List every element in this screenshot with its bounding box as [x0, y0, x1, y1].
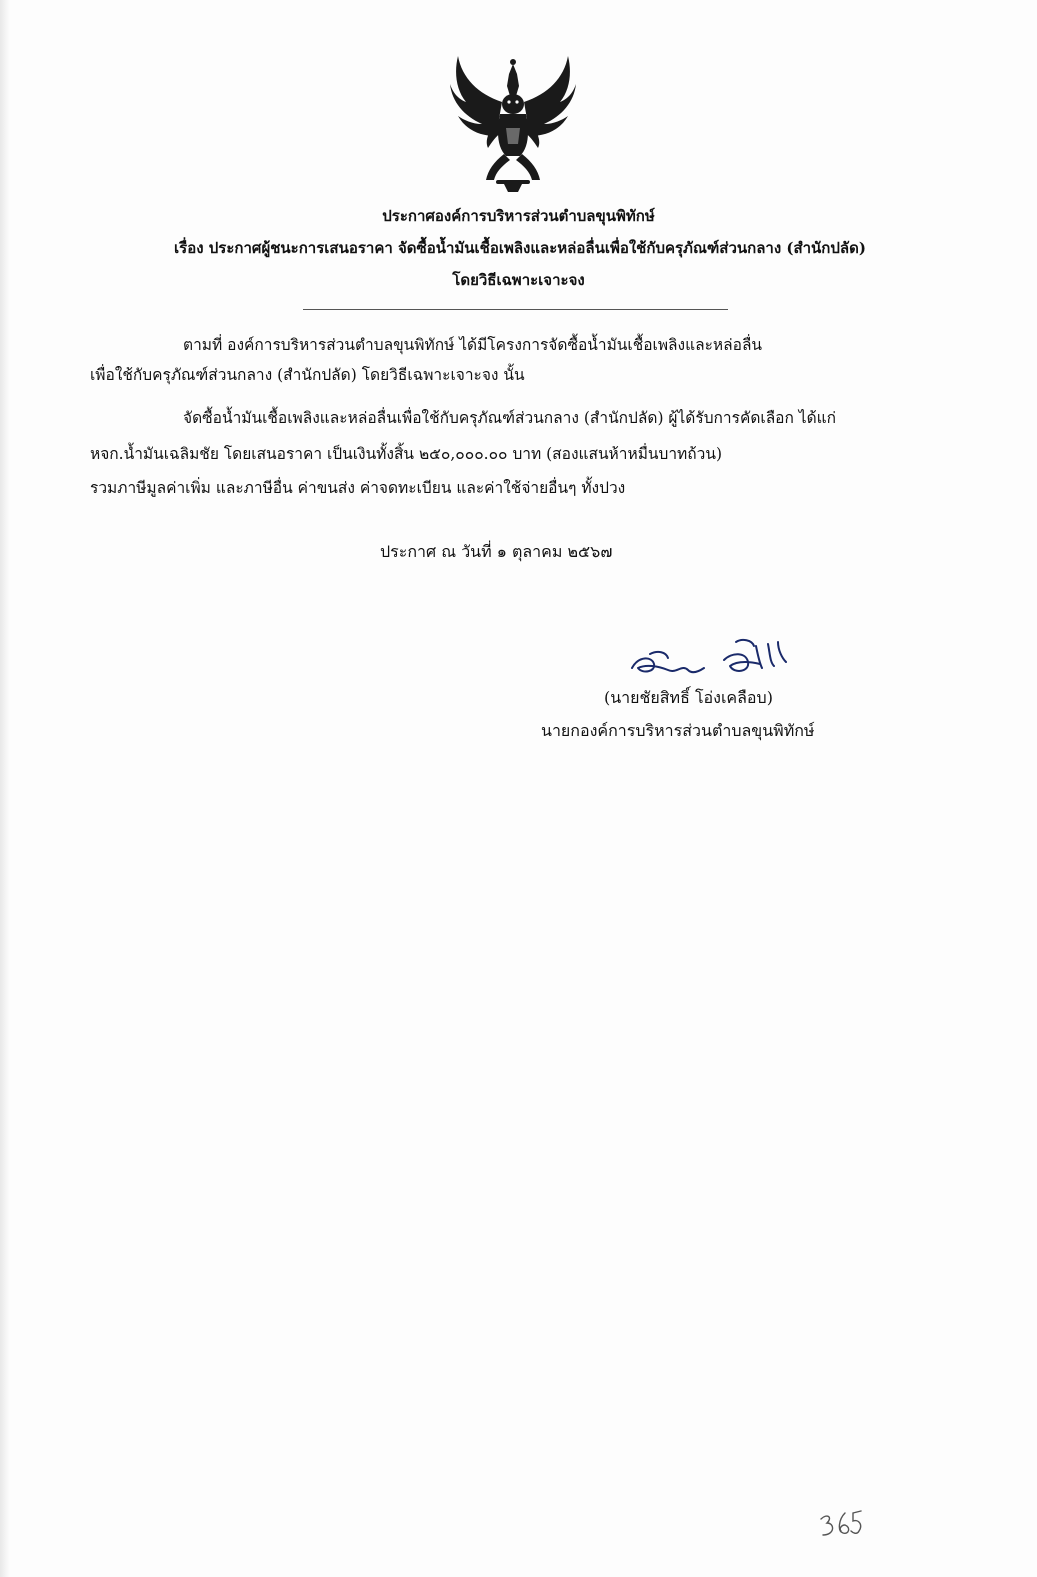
page-edge-shadow [0, 0, 10, 1577]
garuda-emblem-icon [448, 44, 578, 194]
handwritten-page-number [815, 1505, 865, 1545]
signer-name: (นายชัยสิทธิ์ โอ่งเคลือบ) [604, 688, 773, 707]
announcement-method: โดยวิธีเฉพาะเจาะจง [452, 271, 585, 289]
announcement-org-title: ประกาศองค์การบริหารส่วนตำบลขุนพิทักษ์ [382, 207, 655, 225]
handwritten-signature [628, 634, 803, 684]
paragraph-1-line-1: ตามที่ องค์การบริหารส่วนตำบลขุนพิทักษ์ ได้มีโครงการจัดซื้อน้ำมันเชื้อเพลิงและหล่อลื่น [183, 336, 763, 354]
header-divider [303, 309, 728, 310]
paragraph-2-line-1: จัดซื้อน้ำมันเชื้อเพลิงและหล่อลื่นเพื่อใช้กับครุภัณฑ์ส่วนกลาง (สำนักปลัด) ผู้ได้รับการคัดเลือก ได้แก่ [183, 409, 837, 427]
paragraph-2-line-2: หจก.น้ำมันเฉลิมชัย โดยเสนอราคา เป็นเงินทั้งสิ้น ๒๕๐,๐๐๐.๐๐ บาท (สองแสนห้าหมื่นบาทถ้วน) [90, 445, 723, 463]
paragraph-1-line-2: เพื่อใช้กับครุภัณฑ์ส่วนกลาง (สำนักปลัด) โดยวิธีเฉพาะเจาะจง นั้น [90, 366, 525, 384]
announcement-date: ประกาศ ณ วันที่ ๑ ตุลาคม ๒๕๖๗ [380, 542, 613, 561]
paragraph-2-line-3: รวมภาษีมูลค่าเพิ่ม และภาษีอื่น ค่าขนส่ง ค่าจดทะเบียน และค่าใช้จ่ายอื่นๆ ทั้งปวง [90, 479, 626, 497]
announcement-subject: เรื่อง ประกาศผู้ชนะการเสนอราคา จัดซื้อน้ำมันเชื้อเพลิงและหล่อลื่นเพื่อใช้กับครุภัณฑ์ส่วนกลาง (สำนักปลัด) [174, 239, 866, 257]
signer-position: นายกองค์การบริหารส่วนตำบลขุนพิทักษ์ [541, 721, 815, 740]
